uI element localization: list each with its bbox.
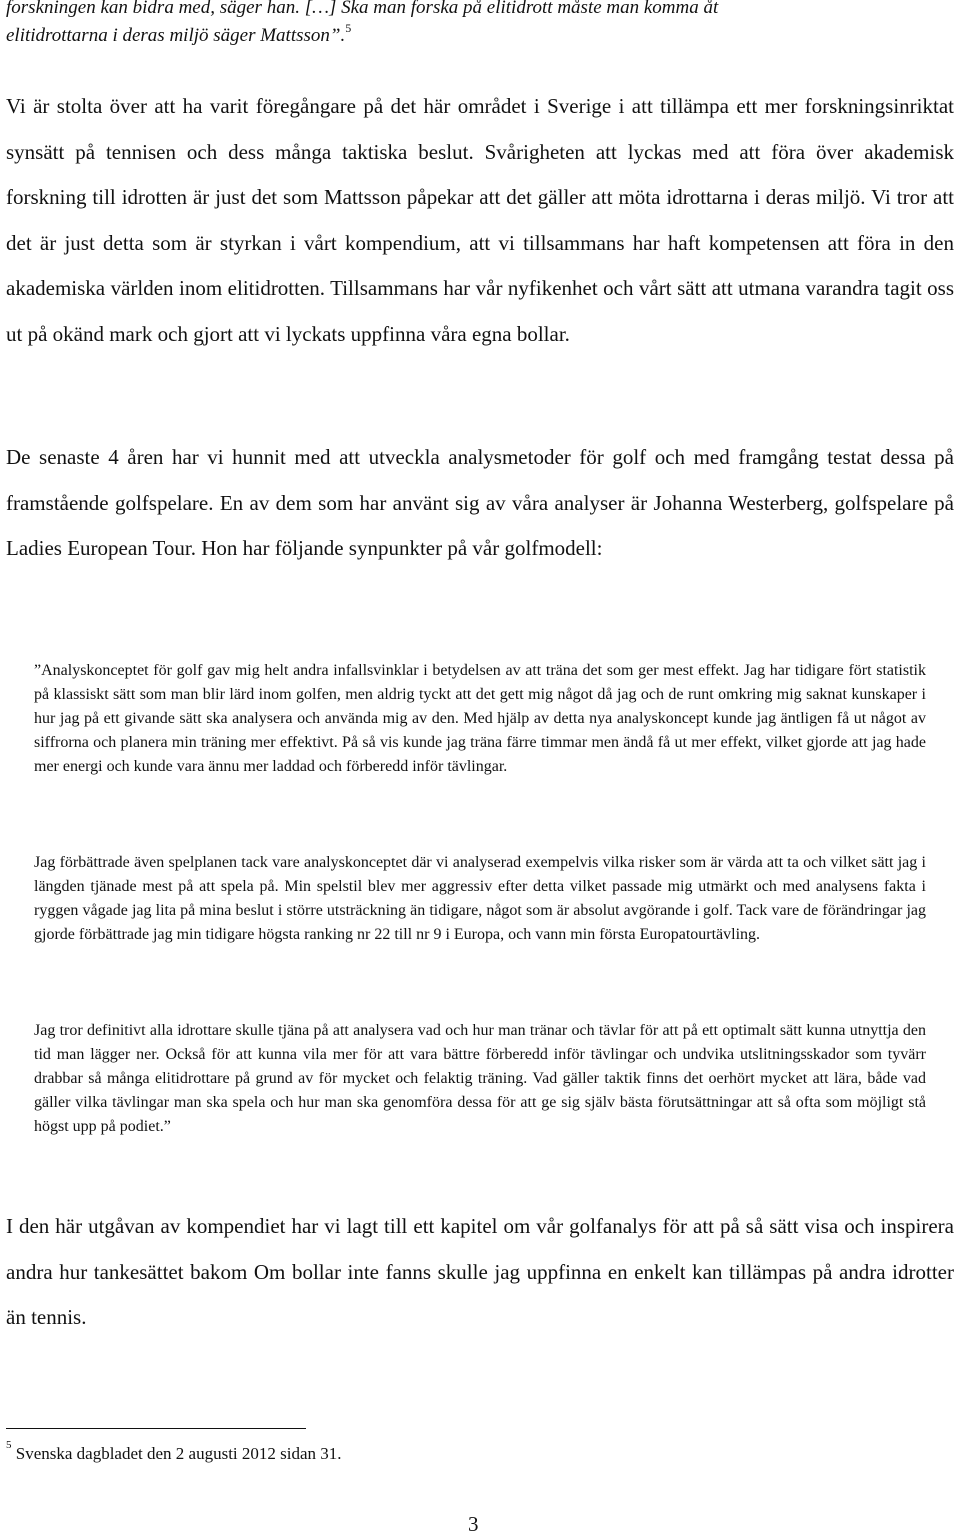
block-quote-paragraph-1: ”Analyskonceptet för golf gav mig helt andra infallsvinklar i betydelsen av att träna det som ger mest effekt. Jag har tidigare fört statistik på klassiskt sätt som man blir lärd inom golfen, men aldrig tyckt att det gett mig något då jag och de runt omkring mig saknat kunskaper i hur jag på ett givande sätt ska analysera och använda mig av den. Med hjälp av detta nya analyskoncept kunde jag äntligen få ut något av siffrorna och planera min träning mer effektivt. På så vis kunde jag träna färre timmar men ändå få ut mer effekt, vilket gjorde att jag hade mer energi och kunde vara ännu mer laddad och förberedd inför tävlingar. <box>34 662 926 775</box>
excerpt-line-1: forskningen kan bidra med, säger han. […] Ska man forska på elitidrott måste man komma åt <box>6 0 719 18</box>
block-quote-paragraph-2: Jag förbättrade även spelplanen tack vare analyskonceptet där vi analyserad exempelvis vilka risker som är värda att ta och vilket sätt jag i längden tjänade mest på att spela på. Min spelstil blev mer aggressiv efter detta vilket passade mig utmärkt och med analysens fakta i ryggen vågade jag lita på mina beslut i större utsträckning än tidigare, något som är absolut avgörande i golf. Tack vare de förändringar jag gjorde förbättrade jag min tidigare högsta ranking nr 22 till nr 9 i Europa, och vann min första Europatourtävling. <box>34 854 926 943</box>
body-paragraph-1: Vi är stolta över att ha varit föregångare på det här området i Sverige i att tillämpa ett mer forskningsinriktat synsätt på tennisen och dess många taktiska beslut. Svårigheten att lyckas med att föra över akademisk forskning till idrotten är just det som Mattsson påpekar att det gäller att möta idrottarna i deras miljö. Vi tror att det är just detta som är styrkan i vårt kompendium, att vi tillsammans har haft kompetensen att föra in den akademiska världen inom elitidrotten. Tillsammans har vår nyfikenhet och vårt sätt att utmana varandra tagit oss ut på okänd mark och gjort att vi lyckats uppfinna våra egna bollar. <box>6 94 954 346</box>
footnote-reference: 5 <box>345 20 352 35</box>
quote-excerpt <box>6 0 954 50</box>
footnote-text: Svenska dagbladet den 2 augusti 2012 sidan 31. <box>15 1444 342 1463</box>
footnote <box>6 1439 954 1466</box>
body-paragraph-3: I den här utgåvan av kompendiet har vi lagt till ett kapitel om vår golfanalys för att på så sätt visa och inspirera andra hur tankesättet bakom Om bollar inte fanns skulle jag uppfinna en enkelt kan tillämpas på andra idrotter än tennis. <box>6 1214 954 1329</box>
footnote-number: 5 <box>6 1439 12 1452</box>
block-quote-paragraph-3: Jag tror definitivt alla idrottare skulle tjäna på att analysera vad och hur man tränar och tävlar för att på ett optimalt sätt kunna utnyttja den tid man lägger ner. Också för att kunna vila mer för att vara bättre förberedd inför tävlingar och undvika utslitningsskador som tyvärr drabbar så många elitidrottare på grund av för mycket och felaktig träning. Vad gäller taktik finns det oerhört mycket att lära, både vad gäller vilka tävlingar man ska spela och hur man ska genomföra dessa för att ge sig själv bästa förutsättningar att så ofta som möjligt stå högst upp på podiet.” <box>34 1022 926 1135</box>
excerpt-line-2: elitidrottarna i deras miljö säger Mattsson”. <box>6 25 346 46</box>
body-paragraph-2: De senaste 4 åren har vi hunnit med att utveckla analysmetoder för golf och med framgång testat dessa på framstående golfspelare. En av dem som har använt sig av våra analyser är Johanna Westerberg, golfspelare på Ladies European Tour. Hon har följande synpunkter på vår golfmodell: <box>6 445 954 560</box>
footnote-separator <box>6 1428 306 1429</box>
page-number: 3 <box>468 1512 479 1536</box>
